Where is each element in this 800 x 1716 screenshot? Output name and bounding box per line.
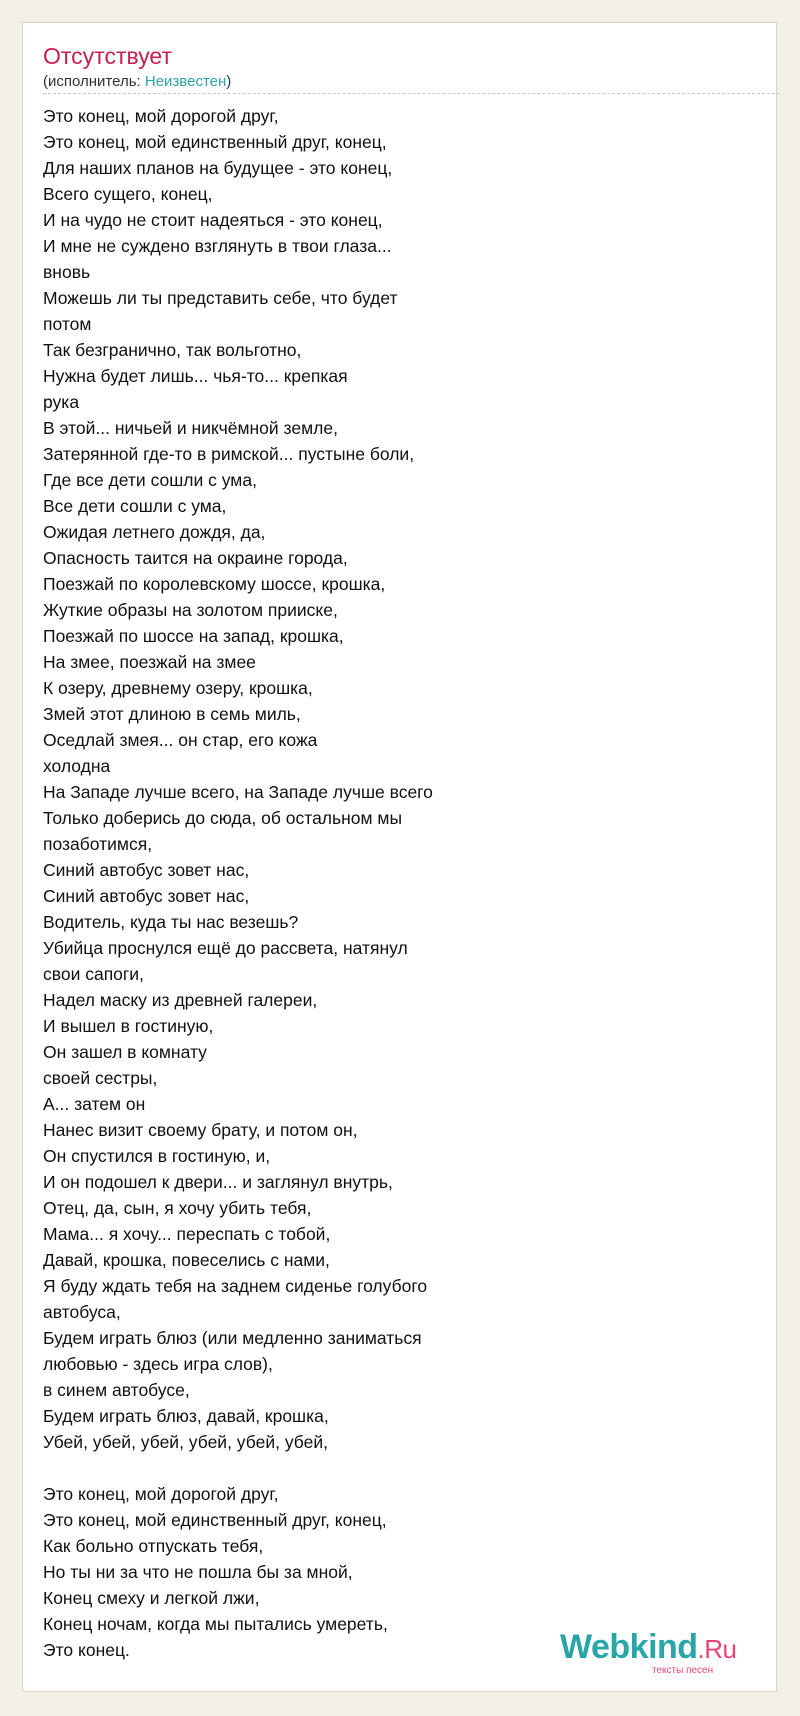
lyric-line: Так безгранично, так вольготно, xyxy=(43,340,302,360)
artist-prefix: (исполнитель: xyxy=(43,73,145,90)
lyric-line: К озеру, древнему озеру, крошка, xyxy=(43,678,313,698)
lyric-line: холодна xyxy=(43,756,111,776)
lyric-line: своей сестры, xyxy=(43,1068,158,1088)
lyric-line: Мама... я хочу... переспать с тобой, xyxy=(43,1224,331,1244)
lyric-line: Все дети сошли с ума, xyxy=(43,496,227,516)
lyric-line: Синий автобус зовет нас, xyxy=(43,886,250,906)
lyric-line: Убей, убей, убей, убей, убей, убей, xyxy=(43,1432,328,1452)
artist-suffix: ) xyxy=(226,73,232,90)
lyric-line: Конец смеху и легкой лжи, xyxy=(43,1588,260,1608)
lyric-line: Нанес визит своему брату, и потом он, xyxy=(43,1120,358,1140)
lyric-line: Это конец, мой дорогой друг, xyxy=(43,106,279,126)
lyric-line: Поезжай по шоссе на запад, крошка, xyxy=(43,626,344,646)
lyric-line: Это конец. xyxy=(43,1640,130,1660)
lyric-line: Для наших планов на будущее - это конец, xyxy=(43,158,393,178)
lyric-line: Будем играть блюз (или медленно заниматься xyxy=(43,1328,422,1348)
lyric-line: Убийца проснулся ещё до рассвета, натянул xyxy=(43,938,408,958)
lyric-line: И он подошел к двери... и заглянул внутрь, xyxy=(43,1172,393,1192)
lyric-line: Надел маску из древней галереи, xyxy=(43,990,318,1010)
lyric-line: потом xyxy=(43,314,92,334)
lyric-line: Затерянной где-то в римской... пустыне боли, xyxy=(43,444,415,464)
lyric-line: Он зашел в комнату xyxy=(43,1042,207,1062)
logo-wordmark xyxy=(560,1628,737,1667)
lyric-line: Оседлай змея... он стар, его кожа xyxy=(43,730,318,750)
lyric-line: Водитель, куда ты нас везешь? xyxy=(43,912,299,932)
artist-line xyxy=(43,73,231,90)
lyric-line: Где все дети сошли с ума, xyxy=(43,470,257,490)
lyric-line: Всего сущего, конец, xyxy=(43,184,213,204)
title-divider xyxy=(43,93,780,94)
lyrics-text xyxy=(43,103,743,1663)
logo-tld: .Ru xyxy=(697,1634,737,1664)
lyric-line: Давай, крошка, повеселись с нами, xyxy=(43,1250,330,1270)
lyric-line: А... затем он xyxy=(43,1094,146,1114)
lyric-line: Опасность таится на окраине города, xyxy=(43,548,348,568)
webkind-logo[interactable] xyxy=(560,1628,760,1676)
lyric-line: Конец ночам, когда мы пытались умереть, xyxy=(43,1614,388,1634)
lyric-line: Змей этот длиною в семь миль, xyxy=(43,704,301,724)
lyric-line: На змее, поезжай на змее xyxy=(43,652,256,672)
lyric-line: Я буду ждать тебя на заднем сиденье голубого xyxy=(43,1276,428,1296)
lyric-line: Это конец, мой единственный друг, конец, xyxy=(43,1510,387,1530)
artist-link[interactable]: Неизвестен xyxy=(144,73,227,90)
lyric-line: в синем автобусе, xyxy=(43,1380,190,1400)
lyric-line: На Западе лучше всего, на Западе лучше всего xyxy=(43,782,433,802)
lyric-line: автобуса, xyxy=(43,1302,121,1322)
lyric-line: Нужна будет лишь... чья-то... крепкая xyxy=(43,366,348,386)
lyric-line: позаботимся, xyxy=(43,834,153,854)
lyric-line: Отец, да, сын, я хочу убить тебя, xyxy=(43,1198,312,1218)
song-title: Отсутствует xyxy=(43,43,172,69)
lyric-line: вновь xyxy=(43,262,91,282)
lyric-line: И вышел в гостиную, xyxy=(43,1016,214,1036)
lyric-line: любовью - здесь игра слов), xyxy=(43,1354,273,1374)
logo-name: Webkind xyxy=(560,1628,698,1666)
lyric-line: Как больно отпускать тебя, xyxy=(43,1536,264,1556)
lyric-line: Можешь ли ты представить себе, что будет xyxy=(43,288,398,308)
lyric-line: свои сапоги, xyxy=(43,964,144,984)
lyric-line: В этой... ничьей и никчёмной земле, xyxy=(43,418,338,438)
lyric-line xyxy=(43,1455,743,1481)
lyric-line: Он спустился в гостиную, и, xyxy=(43,1146,271,1166)
lyric-line: Будем играть блюз, давай, крошка, xyxy=(43,1406,329,1426)
lyric-line: Поезжай по королевскому шоссе, крошка, xyxy=(43,574,386,594)
lyric-line: рука xyxy=(43,392,80,412)
lyric-line: Это конец, мой единственный друг, конец, xyxy=(43,132,387,152)
lyric-line: Жуткие образы на золотом прииске, xyxy=(43,600,338,620)
lyric-line: И мне не суждено взглянуть в твои глаза... xyxy=(43,236,392,256)
lyric-line: Синий автобус зовет нас, xyxy=(43,860,250,880)
lyric-line: Только доберись до сюда, об остальном мы xyxy=(43,808,403,828)
lyric-line: Ожидая летнего дождя, да, xyxy=(43,522,266,542)
lyric-line: Но ты ни за что не пошла бы за мной, xyxy=(43,1562,353,1582)
logo-tagline: тексты песен xyxy=(652,1665,714,1676)
lyrics-card xyxy=(22,22,777,1692)
lyric-line: И на чудо не стоит надеяться - это конец, xyxy=(43,210,383,230)
lyric-line: Это конец, мой дорогой друг, xyxy=(43,1484,279,1504)
